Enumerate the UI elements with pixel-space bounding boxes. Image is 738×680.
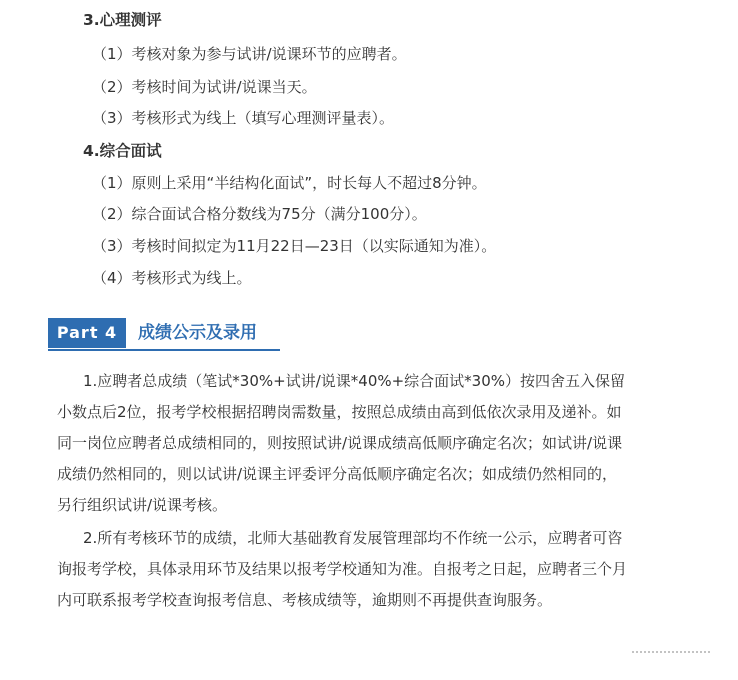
section-4-item-2: （2）综合面试合格分数线为75分（满分100分）。 (92, 205, 427, 223)
paragraph-2-line-1: 2.所有考核环节的成绩，北师大基础教育发展管理部均不作统一公示，应聘者可咨 (83, 529, 623, 547)
section-4-heading: 4.综合面试 (83, 142, 162, 160)
section-3-item-1: （1）考核对象为参与试讲/说课环节的应聘者。 (92, 45, 407, 63)
part-4-underline (48, 349, 280, 351)
part-4-header (48, 318, 280, 352)
paragraph-1-line-2: 小数点后2位，报考学校根据招聘岗需数量，按照总成绩由高到低依次录用及递补。如 (57, 403, 622, 421)
paragraph-1-line-5: 另行组织试讲/说课考核。 (57, 496, 228, 514)
paragraph-1-line-1: 1.应聘者总成绩（笔试*30%+试讲/说课*40%+综合面试*30%）按四舍五入保留 (83, 372, 626, 390)
paragraph-1-line-4: 成绩仍然相同的，则以试讲/说课主评委评分高低顺序确定名次；如成绩仍然相同的， (57, 465, 618, 483)
section-3-item-3: （3）考核形式为线上（填写心理测评量表）。 (92, 109, 395, 127)
paragraph-1-line-3: 同一岗位应聘者总成绩相同的，则按照试讲/说课成绩高低顺序确定名次；如试讲/说课 (57, 434, 623, 452)
section-3-heading: 3.心理测评 (83, 11, 162, 29)
section-3-item-2: （2）考核时间为试讲/说课当天。 (92, 78, 317, 96)
decorative-dots (632, 651, 710, 653)
section-4-item-4: （4）考核形式为线上。 (92, 269, 252, 287)
section-4-item-3: （3）考核时间拟定为11月22日—23日（以实际通知为准）。 (92, 237, 497, 255)
part-4-badge: Part 4 (48, 318, 126, 348)
part-4-title: 成绩公示及录用 (138, 323, 257, 343)
paragraph-2-line-3: 内可联系报考学校查询报考信息、考核成绩等，逾期则不再提供查询服务。 (57, 591, 553, 609)
paragraph-2 (57, 523, 697, 616)
paragraph-2-line-2: 询报考学校，具体录用环节及结果以报考学校通知为准。自报考之日起，应聘者三个月 (57, 560, 628, 578)
section-4-item-1: （1）原则上采用“半结构化面试”，时长每人不超过8分钟。 (92, 174, 487, 192)
paragraph-1 (57, 366, 697, 521)
